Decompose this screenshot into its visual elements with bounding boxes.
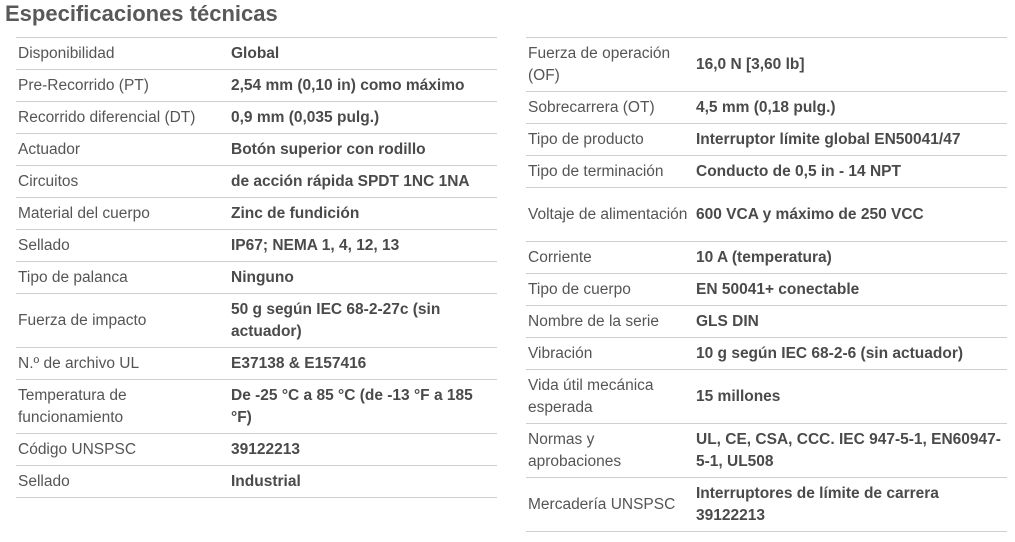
spec-label: Material del cuerpo: [18, 204, 150, 222]
spec-value: Botón superior con rodillo: [231, 140, 426, 158]
spec-label: Sellado: [18, 472, 70, 490]
spec-label: Temperatura de funcionamiento: [18, 386, 127, 426]
spec-value: de acción rápida SPDT 1NC 1NA: [231, 172, 470, 190]
spec-label: Tipo de terminación: [528, 162, 664, 180]
spec-value: 600 VCA y máximo de 250 VCC: [696, 205, 924, 223]
spec-row: [16, 102, 497, 134]
spec-row: [526, 38, 1007, 92]
spec-value: 4,5 mm (0,18 pulg.): [696, 98, 836, 116]
spec-row: [16, 294, 497, 348]
spec-label: Tipo de palanca: [18, 268, 128, 286]
spec-value: Ninguno: [231, 268, 294, 286]
spec-row: [16, 348, 497, 380]
spec-value: 16,0 N [3,60 lb]: [696, 55, 805, 73]
spec-value: Interruptor límite global EN50041/47: [696, 130, 961, 148]
spec-value: UL, CE, CSA, CCC. IEC 947-5-1, EN60947-5-1, UL508: [696, 430, 1001, 470]
spec-table-left: [16, 37, 497, 498]
spec-row: [526, 338, 1007, 370]
spec-label: Recorrido diferencial (DT): [18, 108, 196, 126]
spec-value: 39122213: [231, 440, 300, 458]
spec-row: [526, 188, 1007, 242]
spec-value: 10 A (temperatura): [696, 248, 832, 266]
spec-label: Circuitos: [18, 172, 79, 190]
spec-value: 50 g según IEC 68-2-27c (sin actuador): [231, 300, 441, 340]
spec-label: Fuerza de operación (OF): [528, 44, 671, 84]
spec-value: Interruptores de límite de carrera 39122213: [696, 484, 939, 524]
spec-value: E37138 & E157416: [231, 354, 367, 372]
spec-label: Vida útil mecánica esperada: [528, 376, 654, 416]
spec-row: [16, 70, 497, 102]
spec-value: Zinc de fundición: [231, 204, 360, 222]
spec-label: Corriente: [528, 248, 592, 266]
spec-label: Sellado: [18, 236, 70, 254]
spec-value: 10 g según IEC 68-2-6 (sin actuador): [696, 344, 964, 362]
spec-row: [16, 434, 497, 466]
spec-value: Global: [231, 44, 280, 62]
spec-row: [526, 478, 1007, 532]
spec-row: [16, 134, 497, 166]
spec-value: Industrial: [231, 472, 301, 490]
spec-label: Vibración: [528, 344, 593, 362]
spec-row: [526, 274, 1007, 306]
spec-label: Tipo de cuerpo: [528, 280, 631, 298]
page-title: Especificaciones técnicas: [5, 1, 278, 26]
spec-value: De -25 °C a 85 °C (de -13 °F a 185 °F): [231, 386, 473, 426]
spec-label: Pre-Recorrido (PT): [18, 76, 149, 94]
spec-label: N.º de archivo UL: [18, 354, 140, 372]
spec-value: IP67; NEMA 1, 4, 12, 13: [231, 236, 400, 254]
spec-value: 15 millones: [696, 387, 781, 405]
spec-row: [16, 230, 497, 262]
spec-row: [16, 38, 497, 70]
spec-row: [16, 380, 497, 434]
spec-value: 0,9 mm (0,035 pulg.): [231, 108, 380, 126]
spec-value: 2,54 mm (0,10 in) como máximo: [231, 76, 465, 94]
spec-table-right: [526, 37, 1007, 532]
spec-row: [526, 124, 1007, 156]
spec-label: Sobrecarrera (OT): [528, 98, 655, 116]
spec-row: [526, 242, 1007, 274]
spec-value: Conducto de 0,5 in - 14 NPT: [696, 162, 901, 180]
spec-row: [16, 466, 497, 498]
spec-row: [526, 92, 1007, 124]
spec-label: Voltaje de alimentación: [528, 205, 688, 223]
spec-label: Nombre de la serie: [528, 312, 659, 330]
spec-row: [16, 166, 497, 198]
spec-value: GLS DIN: [696, 312, 759, 330]
spec-label: Fuerza de impacto: [18, 311, 147, 329]
spec-row: [526, 370, 1007, 424]
spec-label: Mercadería UNSPSC: [528, 495, 676, 513]
spec-label: Disponibilidad: [18, 44, 115, 62]
spec-row: [16, 198, 497, 230]
spec-row: [526, 306, 1007, 338]
spec-label: Normas y aprobaciones: [528, 430, 622, 470]
spec-label: Código UNSPSC: [18, 440, 137, 458]
spec-row: [16, 262, 497, 294]
spec-label: Actuador: [18, 140, 81, 158]
spec-label: Tipo de producto: [528, 130, 644, 148]
spec-row: [526, 424, 1007, 478]
spec-row: [526, 156, 1007, 188]
spec-value: EN 50041+ conectable: [696, 280, 860, 298]
